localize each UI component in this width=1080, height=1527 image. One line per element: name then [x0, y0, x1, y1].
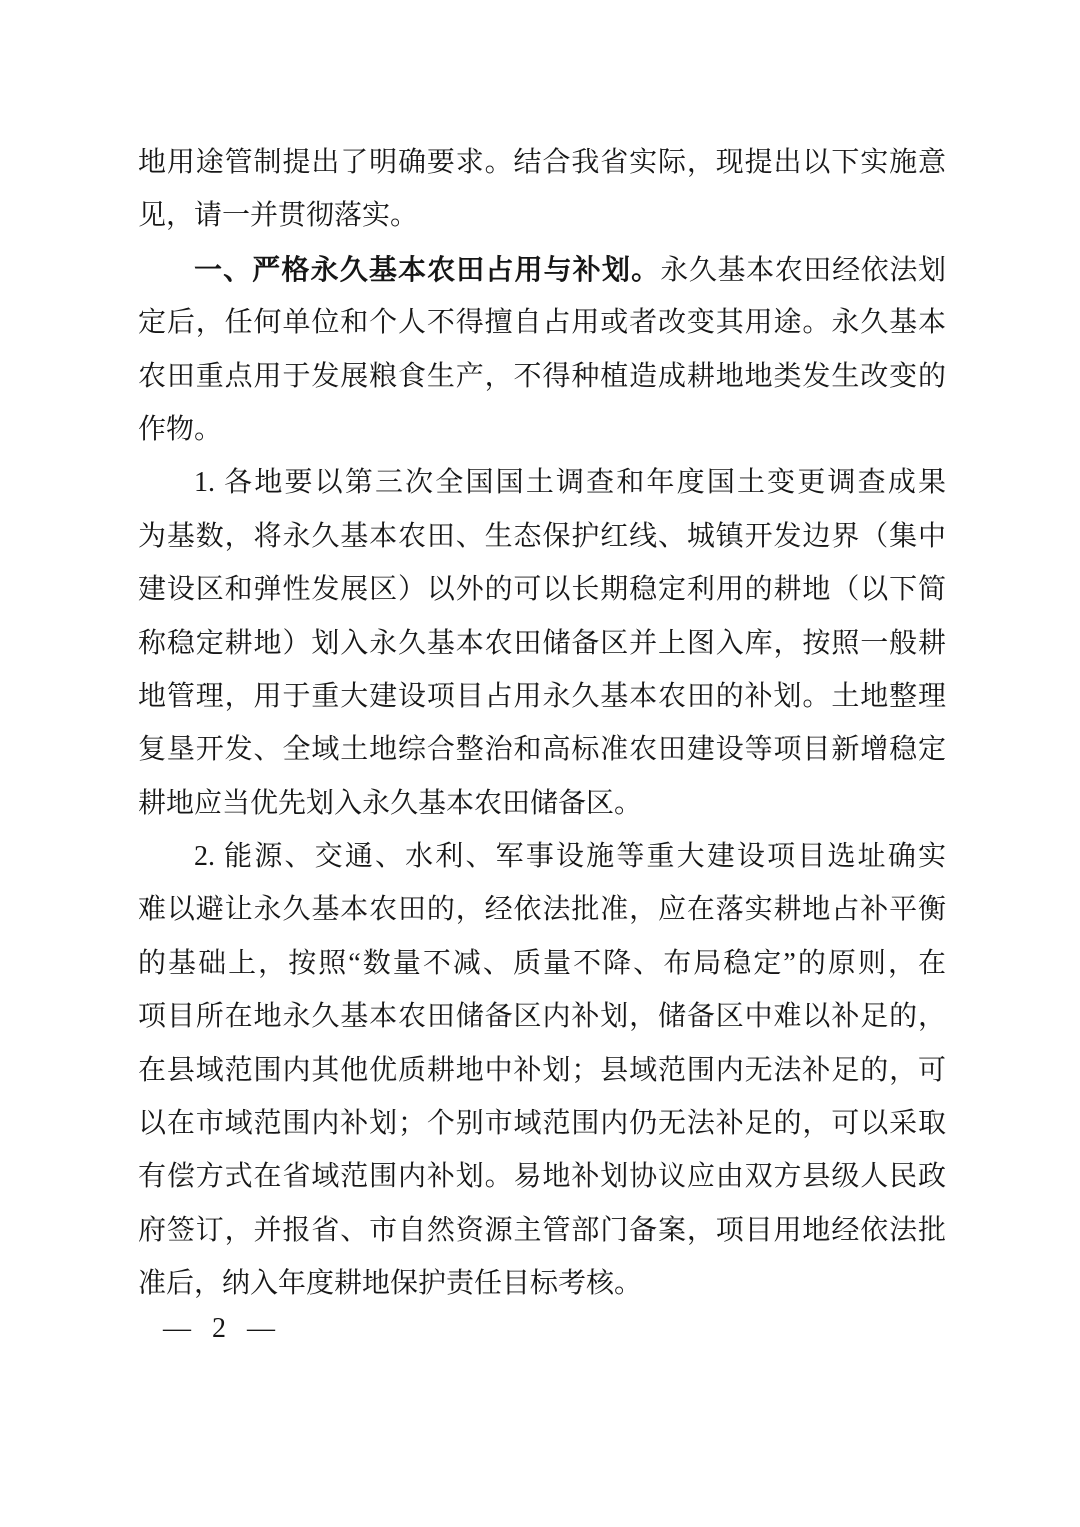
text-line: [138, 1204, 946, 1257]
text-line: [138, 510, 946, 563]
body-text: 称稳定耕地）划入永久基本农田储备区并上图入库，按照一般耕: [138, 627, 946, 659]
body-text: 有偿方式在省域范围内补划。易地补划协议应由双方县级人民政: [138, 1161, 946, 1193]
text-line: [138, 136, 946, 189]
body-text: 府签订，并报省、市自然资源主管部门备案，项目用地经依法批: [138, 1214, 946, 1246]
text-line: [138, 1257, 946, 1310]
body-text: 作物。: [138, 413, 223, 445]
text-line: [138, 937, 946, 990]
text-line: [138, 350, 946, 403]
body-text: 见，请一并贯彻落实。: [138, 200, 419, 232]
text-line: [138, 723, 946, 776]
body-text: 农田重点用于发展粮食生产，不得种植造成耕地地类发生改变的: [138, 360, 946, 392]
document-body: [138, 136, 946, 1311]
body-text: 建设区和弹性发展区）以外的可以长期稳定利用的耕地（以下简: [138, 574, 946, 606]
body-text: 永久基本农田经依法划: [660, 254, 946, 286]
body-text: 复垦开发、全域土地综合整治和高标准农田建设等项目新增稳定: [138, 734, 946, 766]
text-line: [138, 670, 946, 723]
text-line: [138, 1044, 946, 1097]
body-text: 为基数，将永久基本农田、生态保护红线、城镇开发边界（集中: [138, 520, 946, 552]
text-line: [138, 189, 946, 242]
body-text: 地管理，用于重大建设项目占用永久基本农田的补划。土地整理: [138, 680, 946, 712]
body-text: 2. 能源、交通、水利、军事设施等重大建设项目选址确实: [194, 841, 946, 873]
text-line: [138, 990, 946, 1043]
page-number: — 2 —: [163, 1313, 282, 1344]
body-text: 1. 各地要以第三次全国国土调查和年度国土变更调查成果: [194, 467, 946, 499]
text-line: [138, 1150, 946, 1203]
text-line: [138, 563, 946, 616]
body-text: 定后，任何单位和个人不得擅自占用或者改变其用途。永久基本: [138, 307, 946, 339]
text-line: [138, 830, 946, 883]
text-line: [138, 777, 946, 830]
body-text: 项目所在地永久基本农田储备区内补划，储备区中难以补足的，: [138, 1001, 946, 1033]
body-text: 的基础上，按照“数量不减、质量不降、布局稳定”的原则，在: [138, 947, 946, 979]
text-line: [138, 1097, 946, 1150]
body-text: 准后，纳入年度耕地保护责任目标考核。: [138, 1268, 643, 1300]
text-line: [138, 296, 946, 349]
body-text: 在县域范围内其他优质耕地中补划；县域范围内无法补足的，可: [138, 1054, 946, 1086]
body-text: 耕地应当优先划入永久基本农田储备区。: [138, 787, 643, 819]
text-line: [138, 243, 946, 296]
text-line: [138, 883, 946, 936]
text-line: [138, 403, 946, 456]
text-line: [138, 617, 946, 670]
body-text: 以在市域范围内补划；个别市域范围内仍无法补足的，可以采取: [138, 1108, 946, 1140]
text-line: [138, 456, 946, 509]
body-text: 地用途管制提出了明确要求。结合我省实际，现提出以下实施意: [138, 147, 946, 178]
section-heading-text: 一、严格永久基本农田占用与补划。: [194, 253, 661, 285]
body-text: 难以避让永久基本农田的，经依法批准，应在落实耕地占补平衡: [138, 894, 946, 926]
